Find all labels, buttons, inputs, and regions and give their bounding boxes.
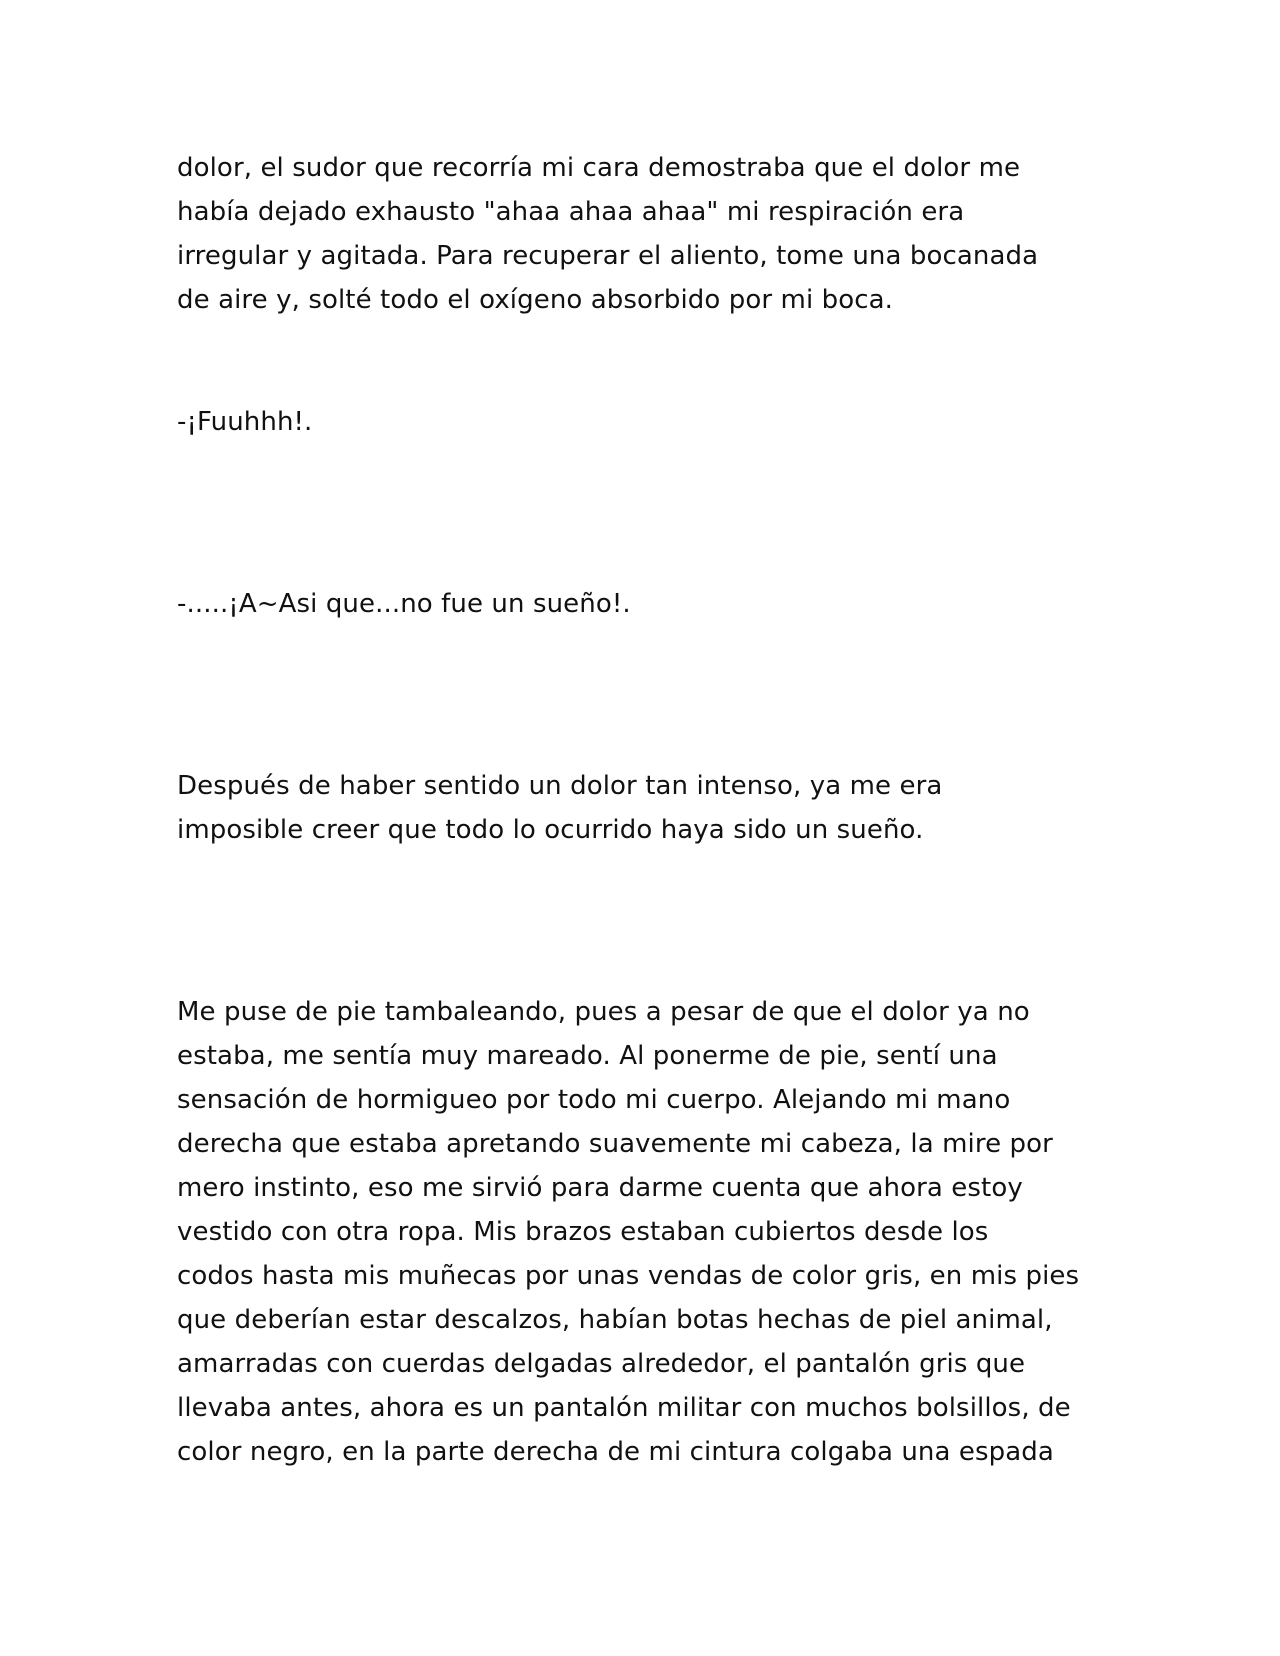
paragraph-5-line-5: mero instinto, eso me sirvió para darme cuenta que ahora estoy — [177, 1173, 1023, 1203]
paragraph-5-line-2: estaba, me sentía muy mareado. Al ponerme de pie, sentí una — [177, 1041, 998, 1071]
paragraph-2-line-1: -¡Fuuhhh!. — [177, 407, 313, 437]
paragraph-3-line-1: -.....¡A~Asi que...no fue un sueño!. — [177, 589, 631, 619]
paragraph-5-line-8: que deberían estar descalzos, habían botas hechas de piel animal, — [177, 1305, 1053, 1335]
paragraph-1-line-3: irregular y agitada. Para recuperar el aliento, tome una bocanada — [177, 241, 1039, 271]
paragraph-5-line-7: codos hasta mis muñecas por unas vendas de color gris, en mis pies — [177, 1261, 1080, 1291]
paragraph-1-line-2: había dejado exhausto "ahaa ahaa ahaa" mi respiración era — [177, 197, 965, 227]
paragraph-5-line-9: amarradas con cuerdas delgadas alrededor, el pantalón gris que — [177, 1349, 1026, 1379]
paragraph-4-line-1: Después de haber sentido un dolor tan intenso, ya me era — [177, 771, 943, 801]
paragraph-5-line-6: vestido con otra ropa. Mis brazos estaban cubiertos desde los — [177, 1217, 989, 1247]
paragraph-5-line-3: sensación de hormigueo por todo mi cuerpo. Alejando mi mano — [177, 1085, 1011, 1115]
paragraph-5-line-4: derecha que estaba apretando suavemente mi cabeza, la mire por — [177, 1129, 1053, 1159]
paragraph-5-line-11: color negro, en la parte derecha de mi cintura colgaba una espada — [177, 1437, 1054, 1467]
paragraph-1-line-1: dolor, el sudor que recorría mi cara demostraba que el dolor me — [177, 153, 1021, 183]
paragraph-1-line-4: de aire y, solté todo el oxígeno absorbido por mi boca. — [177, 285, 894, 315]
paragraph-4-line-2: imposible creer que todo lo ocurrido haya sido un sueño. — [177, 815, 924, 845]
paragraph-5-line-1: Me puse de pie tambaleando, pues a pesar de que el dolor ya no — [177, 997, 1030, 1027]
paragraph-5-line-10: llevaba antes, ahora es un pantalón militar con muchos bolsillos, de — [177, 1393, 1071, 1423]
